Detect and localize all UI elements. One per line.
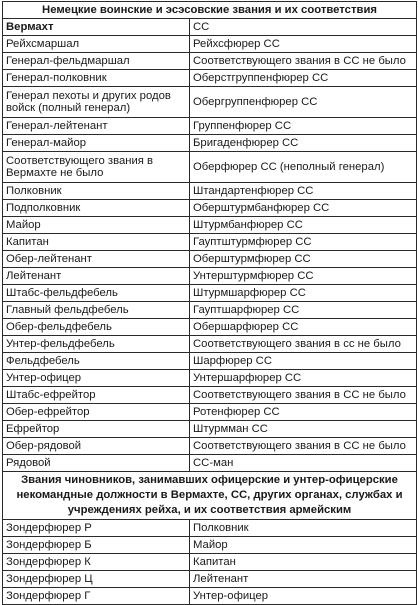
rank-left-cell: Капитан <box>3 234 190 251</box>
table-row <box>3 217 417 234</box>
section1-header-row <box>3 19 417 36</box>
rank-right-cell: Шарфюрер СС <box>190 353 417 370</box>
table-row <box>3 370 417 387</box>
table-row <box>3 36 417 53</box>
table-row <box>3 87 417 118</box>
rank-left-cell: Рядовой <box>3 455 190 472</box>
rank-right-cell: Унтерштурмфюрер СС <box>190 268 417 285</box>
table-row <box>3 438 417 455</box>
rank-left-cell: Рейхсмаршал <box>3 36 190 53</box>
rank-right-cell: Обергруппенфюрер СС <box>190 87 417 118</box>
rank-left-cell: Генерал-майор <box>3 135 190 152</box>
table-row <box>3 537 417 554</box>
rank-left-cell: Соответствующего звания в Вермахте не было <box>3 152 190 183</box>
rank-left-cell: Обер-лейтенант <box>3 251 190 268</box>
rank-right-cell: Оберфюрер СС (неполный генерал) <box>190 152 417 183</box>
rank-left-cell: Обер-фельдфебель <box>3 319 190 336</box>
rank-left-cell: Обер-рядовой <box>3 438 190 455</box>
table-row <box>3 183 417 200</box>
table-row <box>3 353 417 370</box>
rank-right-cell: Капитан <box>190 554 417 571</box>
rank-left-cell: Лейтенант <box>3 268 190 285</box>
rank-left-cell: Генерал-лейтенант <box>3 118 190 135</box>
table-row <box>3 319 417 336</box>
rank-left-cell: Главный фельдфебель <box>3 302 190 319</box>
ranks-table-body <box>3 2 417 605</box>
table-row <box>3 70 417 87</box>
rank-right-cell: Соответствующего звания в СС не было <box>190 438 417 455</box>
rank-left-cell: Зондерфюрер Б <box>3 537 190 554</box>
rank-left-cell: Штабс-фельдфебель <box>3 285 190 302</box>
table-row <box>3 302 417 319</box>
rank-right-cell: Оберштурмфюрер СС <box>190 251 417 268</box>
rank-right-cell: СС-ман <box>190 455 417 472</box>
rank-right-cell: Унтер-офицер <box>190 588 417 605</box>
rank-right-cell: Полковник <box>190 520 417 537</box>
rank-right-cell: Оберштурмбанфюрер СС <box>190 200 417 217</box>
table-row <box>3 234 417 251</box>
rank-left-cell: Обер-ефрейтор <box>3 404 190 421</box>
rank-left-cell: Генерал-полковник <box>3 70 190 87</box>
table-row <box>3 118 417 135</box>
rank-left-cell: Зондерфюрер Г <box>3 588 190 605</box>
table-row <box>3 152 417 183</box>
rank-right-cell: Соответствующего звания в СС не было <box>190 387 417 404</box>
section2-title-row <box>3 472 417 520</box>
rank-right-cell: Штандартенфюрер СС <box>190 183 417 200</box>
header-wehrmacht: Вермахт <box>3 19 190 36</box>
rank-right-cell: Штурмбанфюрер СС <box>190 217 417 234</box>
rank-right-cell: Группенфюрер СС <box>190 118 417 135</box>
table-row <box>3 200 417 217</box>
rank-right-cell: Рейхсфюрер СС <box>190 36 417 53</box>
rank-right-cell: Штурмман СС <box>190 421 417 438</box>
table-row <box>3 53 417 70</box>
rank-right-cell: Лейтенант <box>190 571 417 588</box>
rank-left-cell: Подполковник <box>3 200 190 217</box>
table-row <box>3 421 417 438</box>
table-row <box>3 285 417 302</box>
section1-title: Немецкие воинские и эсэсовские звания и их соответствия <box>3 2 417 19</box>
rank-left-cell: Майор <box>3 217 190 234</box>
table-row <box>3 404 417 421</box>
table-row <box>3 387 417 404</box>
section2-title: Звания чиновников, занимавших офицерские и унтер-офицерские некомандные должности в Вермахте, СС, других органах, службах и учреждениях рейха, и их соответствия армейским <box>3 472 417 520</box>
rank-left-cell: Фельдфебель <box>3 353 190 370</box>
table-row <box>3 571 417 588</box>
rank-left-cell: Унтер-офицер <box>3 370 190 387</box>
table-row <box>3 588 417 605</box>
rank-right-cell: Соответствующего звания в сс не было <box>190 336 417 353</box>
rank-right-cell: Соответствующего звания в СС не было <box>190 53 417 70</box>
rank-right-cell: Унтершарфюрер СС <box>190 370 417 387</box>
rank-right-cell: Штурмшарфюрер СС <box>190 285 417 302</box>
table-row <box>3 251 417 268</box>
rank-left-cell: Унтер-фельдфебель <box>3 336 190 353</box>
ranks-table <box>2 1 417 605</box>
rank-left-cell: Полковник <box>3 183 190 200</box>
table-row <box>3 268 417 285</box>
rank-left-cell: Штабс-ефрейтор <box>3 387 190 404</box>
header-ss: СС <box>190 19 417 36</box>
table-row <box>3 455 417 472</box>
table-row <box>3 336 417 353</box>
table-row <box>3 135 417 152</box>
rank-right-cell: Бригаденфюрер СС <box>190 135 417 152</box>
table-row <box>3 520 417 537</box>
rank-right-cell: Оберстгруппенфюрер СС <box>190 70 417 87</box>
rank-left-cell: Генерал-фельдмаршал <box>3 53 190 70</box>
rank-right-cell: Обершарфюрер СС <box>190 319 417 336</box>
rank-left-cell: Зондерфюрер Р <box>3 520 190 537</box>
table-row <box>3 554 417 571</box>
rank-left-cell: Генерал пехоты и других родов войск (полный генерал) <box>3 87 190 118</box>
rank-right-cell: Гауптшарфюрер СС <box>190 302 417 319</box>
rank-left-cell: Зондерфюрер Ц <box>3 571 190 588</box>
rank-right-cell: Майор <box>190 537 417 554</box>
rank-left-cell: Ефрейтор <box>3 421 190 438</box>
rank-right-cell: Гауптштурмфюрер СС <box>190 234 417 251</box>
rank-right-cell: Ротенфюрер СС <box>190 404 417 421</box>
section1-title-row <box>3 2 417 19</box>
rank-left-cell: Зондерфюрер К <box>3 554 190 571</box>
